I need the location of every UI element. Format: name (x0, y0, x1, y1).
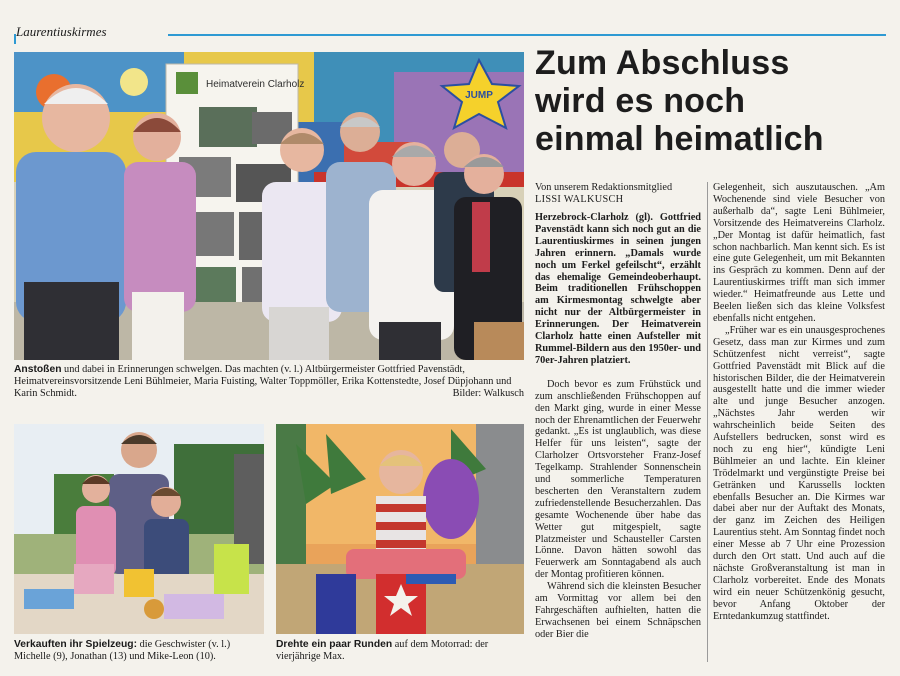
article-paragraph: Doch bevor es zum Frühstück und zum anschließenden Frühschoppen auf den Markt ging, wurde in einer Messe noch der Ehrenamtlichen der Feuerwehr gedankt. „Es ist unglaublich, was diese Helfer für uns leisten“, sagte der Clarholzer Ortsvorsteher Franz-Josef Tegelkamp. Strahlender Sonnenschein und sommerliche Temperaturen bescherten den Veranstaltern zudem zufriedenstellende Besucherzahlen. Das gesamte Wochenende über habe das Wetter gut mitgespielt, sagte Platzmeister und Schausteller Carsten Lönne. Davon hätten sowohl das Feuerwerk am Sonntagabend als auch der Montag profitieren können. (535, 378, 701, 581)
article-headline (535, 44, 895, 158)
toys-photo-caption (14, 639, 264, 663)
toys-photo-image (14, 424, 264, 634)
toys-photo (14, 424, 264, 634)
section-rule (168, 34, 886, 36)
caption-text: die Geschwister (v. l.) Michelle (9), Jonathan (13) und Mike-Leon (10). (14, 639, 231, 662)
caption-lead: Verkauften ihr Spielzeug: (14, 639, 138, 650)
article-column-1 (535, 212, 701, 641)
motorbike-photo-image (276, 424, 524, 634)
article-lead: Herzebrock-Clarholz (gl). Gottfried Pavenstädt kann sich noch gut an die Laurentiuskirmes in seinen jungen Jahren erinnern. „Damals wurde noch um Ferkel gefeilscht“, erzählt das ehemalige Gemeindeoberhaupt. Beim traditionellen Frühschoppen am Kirmesmontag schwelgte aber nicht nur der Altbürgermeister in Erinnerungen. Der Heimatverein Clarholz hatte einen Aufsteller mit Rummel-Bildern aus den 1950er- und 70er-Jahren platziert. (535, 212, 701, 366)
main-photo-caption (14, 364, 524, 400)
caption-text: und dabei in Erinnerungen schwelgen. Das machten (v. l.) Altbürgermeister Gottfried Pavenstädt, Heimatvereinsvorsitzende Leni Bühlmeier, Maria Fuisting, Walter Toppmöller, Erika Kottenstedte, Josef Düpjohann und Karin Schmidt. (14, 364, 512, 399)
byline-author: LISSI WALKUSCH (535, 194, 624, 205)
ride-sign: JUMP (465, 90, 493, 101)
article-column-2 (713, 182, 885, 623)
article-paragraph: „Früher war es ein unausgesprochenes Gesetz, dass man zur Kirmes und zum Schützenfest nicht verreist“, sagte Gottfried Pavenstädt mit Blick auf die historischen Bilder, die der Heimatverein ausgestellt hatte und die immer wieder alte und junge Besucher anzogen. „Nächstes Jahr werden wir wahrscheinlich beide Seiten des Aufstellers bedrucken, sonst wird es noch zu eng hier“, kündigte Leni Bühlmeier an und lachte. Ein kleiner Trödelmarkt und vergünstigte Preise bei Getränken und Karussells lockten ebenfalls Besucher an. Die Kirmes war dabei aber nur der Auftakt des Monats, der ganz im Zeichen des Heiligen Laurentius steht. Am Sonntag findet noch einer Messe ab 7 Uhr eine Prozession durch den Ort statt. Und auch auf die nächste Großveranstaltung ist man in Clarholz vorbereitet. Ende des Monats wird ein neuer Schützenkönig gesucht, bevor Anfang Oktober der Erntedankumzug stattfindet. (713, 324, 885, 622)
caption-text: auf dem Motorrad: der vierjährige Max. (276, 639, 489, 662)
column-rule (707, 182, 708, 662)
byline (535, 182, 705, 206)
headline-line-1: Zum Abschluss (535, 44, 790, 82)
club-sign: Heimatverein Clarholz (206, 79, 305, 90)
caption-lead: Drehte ein paar Runden (276, 639, 393, 650)
headline-line-3: einmal heimatlich (535, 120, 824, 158)
motorbike-photo-caption (276, 639, 524, 663)
main-photo-image (14, 52, 524, 360)
article-paragraph: Während sich die kleinsten Besucher am Vormittag vor allem bei den Fahrgeschäften aufhielten, hatten die Erwachsenen bei einem Schnäpschen oder Bier die (535, 581, 701, 640)
photo-credit: Bilder: Walkusch (452, 388, 524, 399)
section-rubric: Laurentiuskirmes (16, 24, 113, 40)
article-paragraph: Gelegenheit, sich auszutauschen. „Am Wochenende sind viele Besucher von außerhalb da“, sagte Leni Bühlmeier, Vorsitzende des Heimatvereins Clarholz. „Der Montag ist dafür heimatlich, fast schon nachbarlich. Man kennt sich. Es ist eine gute Gelegenheit, um mit Bekannten ins Gespräch zu kommen. Denn auf der Laurentiuskirmes trifft man sich immer wieder.“ Heimatfreunde aus Lette und Beelen ließen sich das kleine Volksfest ebenfalls nicht entgehen. (713, 182, 885, 324)
byline-label: Von unserem Redaktionsmitglied (535, 182, 673, 193)
headline-line-2: wird es noch (535, 82, 746, 120)
main-photo (14, 52, 524, 360)
caption-lead: Anstoßen (14, 364, 62, 375)
motorbike-photo (276, 424, 524, 634)
